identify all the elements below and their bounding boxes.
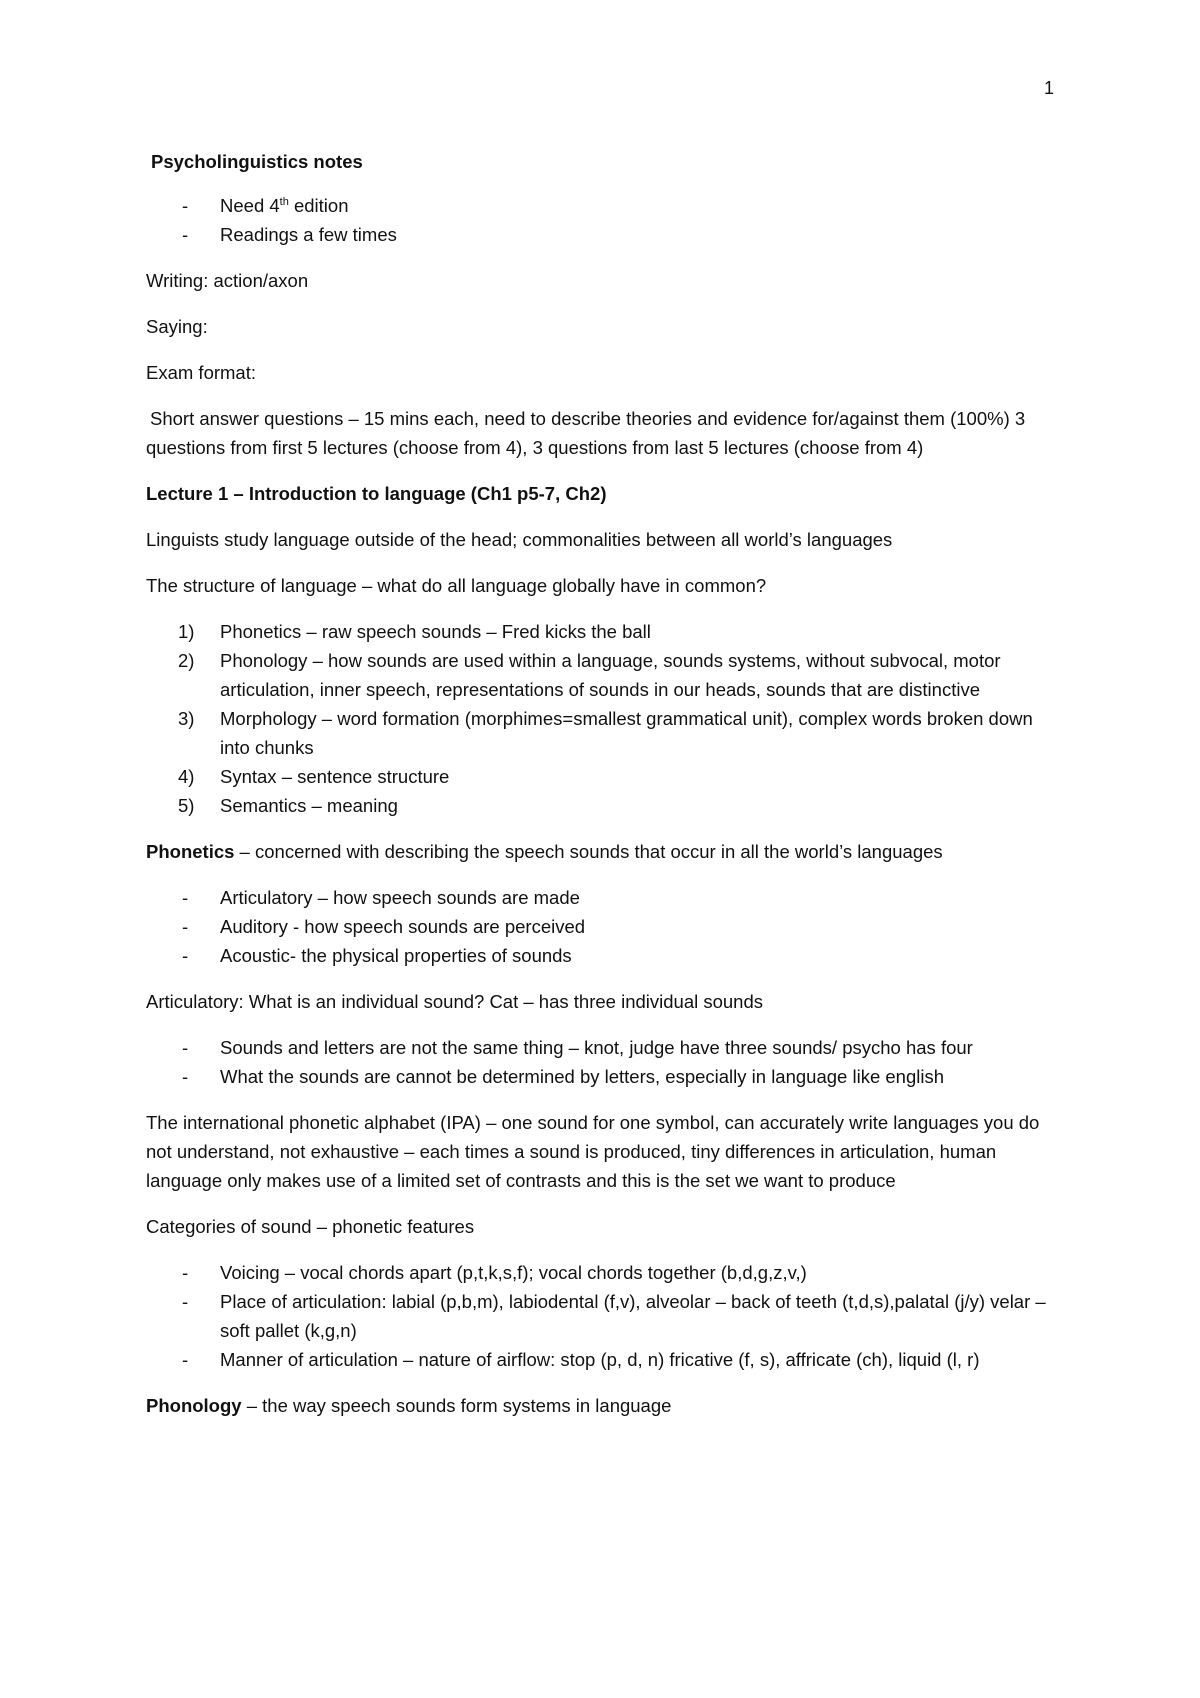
intro-list (146, 191, 1066, 249)
list-item-text: Readings a few times (220, 224, 397, 245)
phonetics-definition: – concerned with describing the speech sounds that occur in all the world’s languages (234, 841, 943, 862)
list-marker: - (182, 887, 189, 908)
page-number: 1 (1044, 78, 1055, 98)
list-marker: - (182, 1066, 189, 1087)
list-item (146, 220, 1066, 249)
paragraph-articulatory: Articulatory: What is an individual sound? Cat – has three individual sounds (146, 991, 764, 1012)
document-body (146, 147, 1066, 1437)
articulatory-list (146, 1033, 1066, 1091)
paragraph-phonetics (146, 837, 1066, 866)
list-item (146, 1287, 1066, 1345)
writing-line: Writing: action/axon (146, 270, 309, 291)
list-marker: - (182, 916, 189, 937)
list-marker: - (182, 945, 189, 966)
list-marker: - (182, 224, 189, 245)
list-item-text: What the sounds are cannot be determined by letters, especially in language like english (220, 1066, 944, 1087)
list-item-text: Semantics – meaning (220, 795, 398, 816)
list-marker: 3) (178, 708, 195, 729)
document-title: Psycholinguistics notes (151, 151, 363, 172)
list-item-text: Phonology – how sounds are used within a language, sounds systems, without subvocal, motor articulation, inner speech, representations of sounds in our heads, sounds that are distinctive (220, 650, 1001, 700)
list-item-text: Sounds and letters are not the same thing – knot, judge have three sounds/ psycho has four (220, 1037, 973, 1058)
structure-list (146, 617, 1066, 820)
paragraph-linguists: Linguists study language outside of the head; commonalities between all world’s languages (146, 529, 893, 550)
list-marker: 1) (178, 621, 195, 642)
list-item (146, 617, 1066, 646)
list-marker: - (182, 195, 189, 216)
exam-description-text: Short answer questions – 15 mins each, need to describe theories and evidence for/against them (100%) 3 questions from first 5 lectures (choose from 4), 3 questions from last 5 lectures (choose from 4) (146, 408, 1026, 458)
phonology-term: Phonology (146, 1395, 242, 1416)
list-item-text: Manner of articulation – nature of airflow: stop (p, d, n) fricative (f, s), affricate (ch), liquid (l, r) (220, 1349, 980, 1370)
saying-line: Saying: (146, 316, 208, 337)
paragraph-phonology (146, 1391, 1066, 1420)
list-item-text: Syntax – sentence structure (220, 766, 450, 787)
list-item (146, 1258, 1066, 1287)
list-item (146, 791, 1066, 820)
list-item-text: Voicing – vocal chords apart (p,t,k,s,f); vocal chords together (b,d,g,z,v,) (220, 1262, 807, 1283)
superscript: th (279, 195, 289, 208)
list-item-text-pre: Need 4 (220, 195, 280, 216)
list-item (146, 646, 1066, 704)
list-item-text: Acoustic- the physical properties of sounds (220, 945, 572, 966)
list-item (146, 883, 1066, 912)
list-marker: 2) (178, 650, 195, 671)
phonology-definition: – the way speech sounds form systems in language (241, 1395, 672, 1416)
list-item-text: Phonetics – raw speech sounds – Fred kicks the ball (220, 621, 651, 642)
exam-description (146, 404, 1066, 462)
list-item-text: Auditory - how speech sounds are perceived (220, 916, 586, 937)
paragraph-ipa: The international phonetic alphabet (IPA) – one sound for one symbol, can accurately write languages you do not understand, not exhaustive – each times a sound is produced, tiny differences in articulation, human language only makes use of a limited set of contrasts and this is the set we want to produce (146, 1112, 1040, 1191)
exam-format-heading: Exam format: (146, 362, 256, 383)
list-item (146, 941, 1066, 970)
list-marker: - (182, 1262, 189, 1283)
list-marker: - (182, 1037, 189, 1058)
categories-list (146, 1258, 1066, 1374)
list-item (146, 704, 1066, 762)
phonetics-term: Phonetics (146, 841, 235, 862)
list-marker: 5) (178, 795, 195, 816)
list-item (146, 191, 1066, 220)
list-item-text: Articulatory – how speech sounds are made (220, 887, 580, 908)
paragraph-structure: The structure of language – what do all language globally have in common? (146, 575, 767, 596)
list-item (146, 762, 1066, 791)
lecture-heading: Lecture 1 – Introduction to language (Ch1 p5-7, Ch2) (146, 483, 607, 504)
phonetics-list (146, 883, 1066, 970)
list-item (146, 1345, 1066, 1374)
list-marker: 4) (178, 766, 195, 787)
list-item (146, 1033, 1066, 1062)
paragraph-categories: Categories of sound – phonetic features (146, 1216, 475, 1237)
list-item (146, 1062, 1066, 1091)
list-item-text: Place of articulation: labial (p,b,m), labiodental (f,v), alveolar – back of teeth (t,d,s),palatal (j/y) velar – soft pallet (k,g,n) (220, 1291, 1046, 1341)
list-item-text-post: edition (288, 195, 349, 216)
list-item-text: Morphology – word formation (morphimes=smallest grammatical unit), complex words broken down into chunks (220, 708, 1033, 758)
list-marker: - (182, 1291, 189, 1312)
list-item (146, 912, 1066, 941)
list-marker: - (182, 1349, 189, 1370)
